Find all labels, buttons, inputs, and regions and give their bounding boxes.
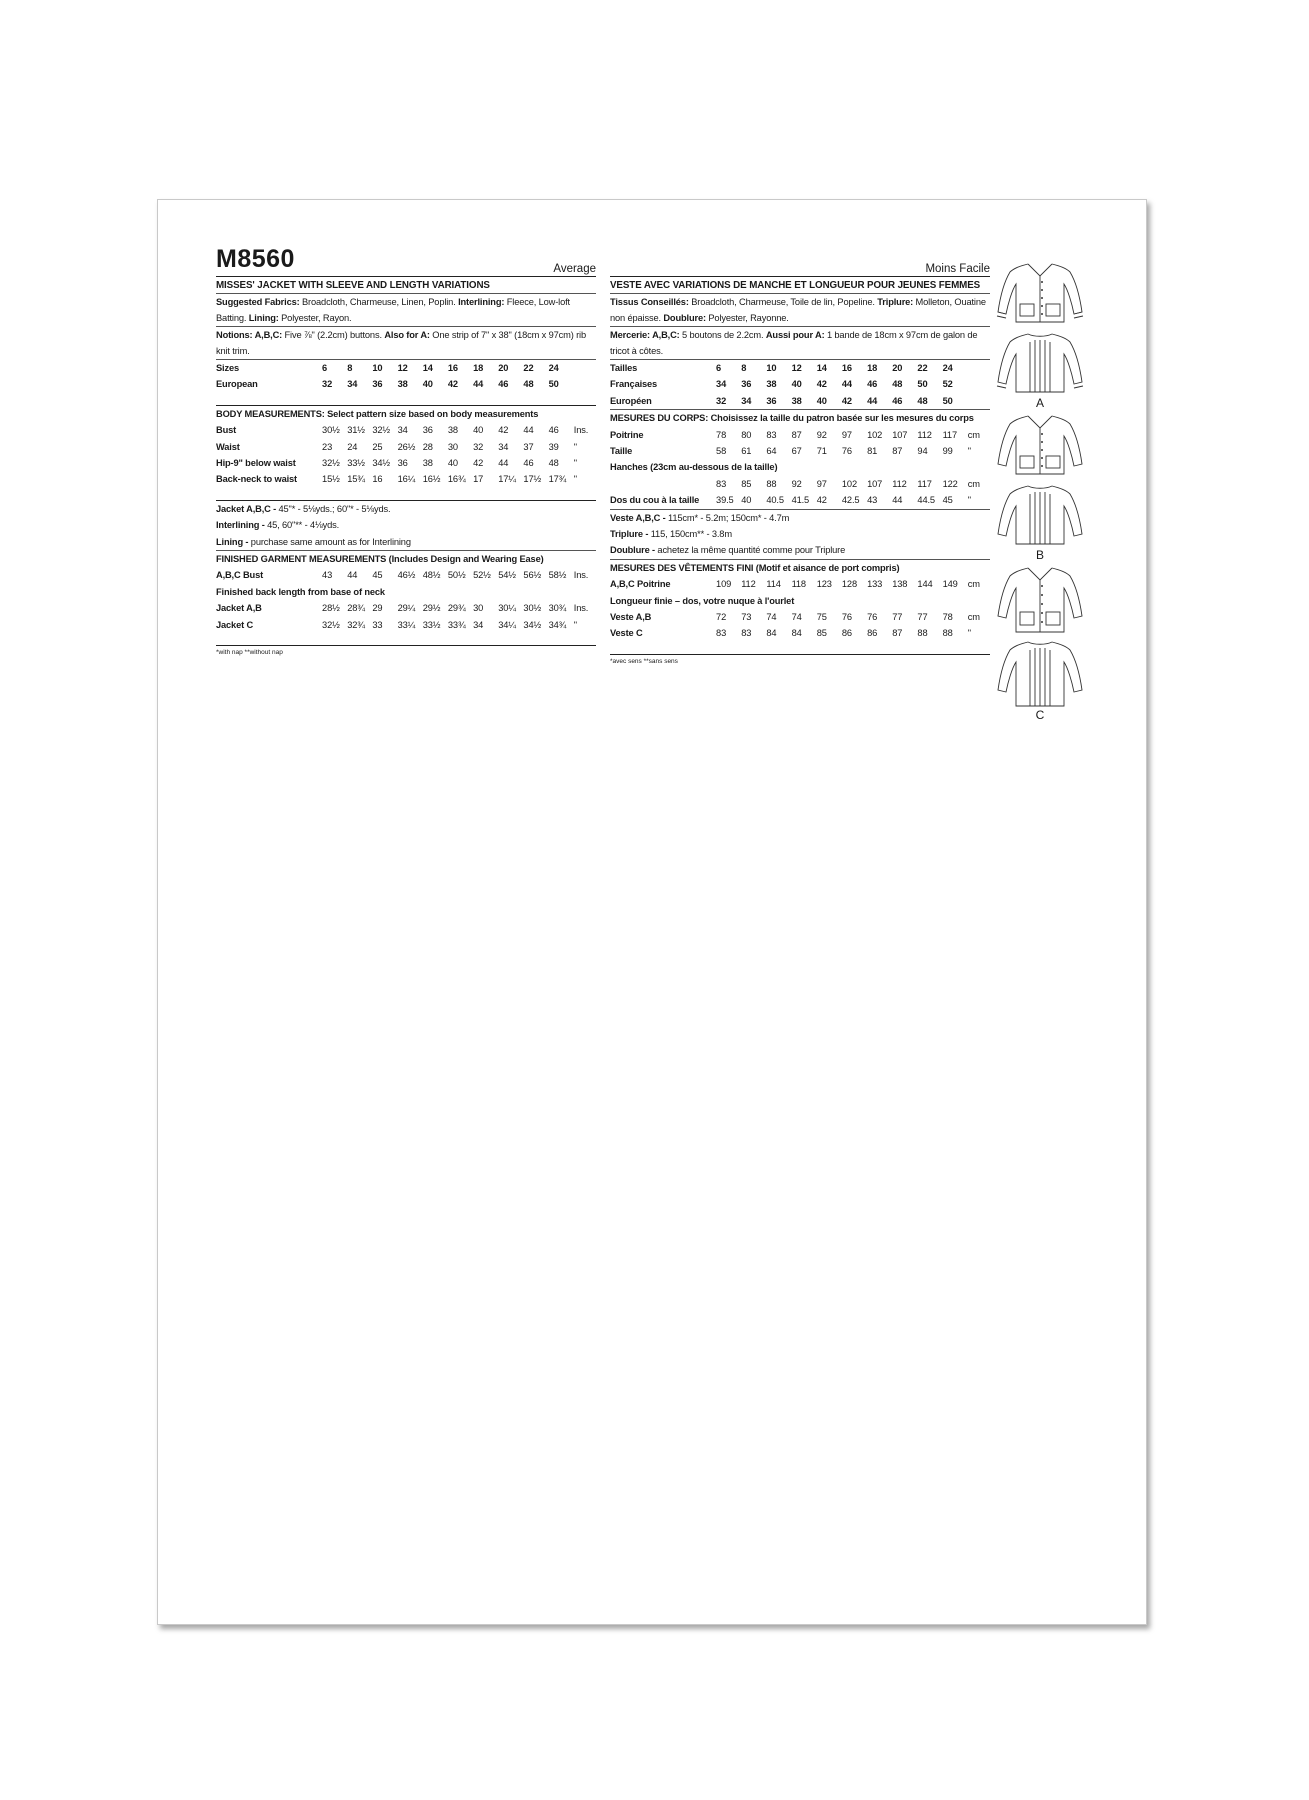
cell-value: 10	[372, 363, 383, 373]
cell-value: 22	[917, 363, 928, 373]
cell-value: 15½	[322, 474, 340, 485]
table-row	[610, 360, 990, 376]
cell-value: 8	[741, 363, 747, 373]
suggested-fabrics: Suggested Fabrics: Broadcloth, Charmeuse, Linen, Poplin. Interlining: Fleece, Low-loft Batting. Lining: Polyester, Rayon.	[216, 294, 596, 327]
cell-value: 44	[498, 458, 509, 469]
cell-value: 29½	[422, 603, 441, 614]
cell-value: 44.5	[917, 495, 935, 506]
cell-value: 32¾	[347, 619, 365, 630]
cell-value: 78	[942, 612, 953, 623]
jacket-a-back-sketch	[990, 330, 1090, 398]
finished-length-heading: Longueur finie – dos, votre nuque à l'ourlet	[610, 595, 795, 606]
cell-value: 34	[397, 425, 408, 436]
cell-value: 33¼	[397, 619, 416, 630]
cell-value: 28½	[322, 603, 340, 614]
cell-value: 112	[741, 579, 756, 590]
cell-value: 87	[892, 446, 903, 457]
cell-value: 36	[372, 379, 383, 390]
cell-value	[574, 360, 596, 376]
row-label: Dos du cou à la taille	[610, 495, 700, 506]
cell-value: 44	[841, 379, 852, 390]
row-label: Taille	[610, 446, 633, 457]
cell-value: 50	[548, 379, 559, 390]
cell-value: 33½	[422, 619, 441, 630]
cell-value: 114	[766, 579, 781, 590]
cell-value: 97	[841, 429, 852, 440]
cell-value: 71	[816, 446, 827, 457]
cell-value: 83	[741, 628, 752, 639]
table-row	[610, 576, 990, 592]
cell-value: 45	[942, 495, 953, 506]
cell-value: cm	[967, 579, 980, 590]
table-row	[610, 443, 990, 459]
cell-value: 54½	[498, 570, 516, 581]
row-label	[610, 476, 716, 492]
finished-heading: FINISHED GARMENT MEASUREMENTS (Includes Design and Wearing Ease)	[216, 554, 544, 565]
cell-value: 133	[867, 579, 883, 590]
cell-value: 32	[473, 441, 484, 452]
finished-heading: MESURES DES VÊTEMENTS FINI (Motif et aisance de port compris)	[610, 562, 900, 573]
cell-value: 83	[766, 429, 777, 440]
cell-value: "	[573, 441, 577, 452]
cell-value: 33¾	[447, 619, 466, 630]
view-c-label: C	[1035, 708, 1045, 722]
row-label: Back-neck to waist	[216, 474, 298, 485]
cell-value: 36	[741, 379, 752, 390]
finished-measurements	[610, 560, 990, 655]
table-row	[610, 393, 990, 409]
cell-value: 16	[841, 363, 852, 373]
cell-value: 17½	[523, 474, 542, 485]
cell-value: 23	[322, 441, 333, 452]
cell-value: 32½	[322, 619, 340, 630]
table-row	[216, 617, 596, 633]
cell-value: 6	[716, 363, 722, 373]
cell-value: 86	[841, 628, 852, 639]
cell-value: 12	[791, 363, 802, 373]
cell-value: 40	[447, 458, 458, 469]
table-row	[216, 376, 596, 392]
difficulty-level: Moins Facile	[925, 263, 990, 275]
body-measurements	[610, 410, 990, 509]
cell-value: 36	[422, 425, 433, 436]
row-label: Sizes	[216, 363, 240, 373]
cell-value: 34	[347, 379, 358, 390]
pattern-title: VESTE AVEC VARIATIONS DE MANCHE ET LONGUEUR POUR JEUNES FEMMES	[610, 277, 990, 294]
english-column	[216, 245, 596, 657]
yardage-jacket: Jacket A,B,C - 45"* - 5⅛yds.; 60"* - 5⅛yds.	[216, 503, 391, 514]
cell-value: "	[967, 495, 971, 506]
cell-value: 38	[397, 379, 408, 390]
cell-value: 87	[791, 429, 802, 440]
cell-value: 39.5	[716, 495, 734, 506]
cell-value: 22	[523, 363, 534, 373]
cell-value: 38	[791, 395, 802, 406]
cell-value: 40	[791, 379, 802, 390]
notions: Notions: A,B,C: Five ⅞" (2.2cm) buttons. Also for A: One strip of 7" x 38" (18cm x 97cm) rib knit trim.	[216, 327, 596, 360]
cell-value: 30	[447, 441, 458, 452]
cell-value: 75	[816, 612, 827, 623]
cell-value: "	[573, 474, 577, 485]
cell-value: 14	[816, 363, 827, 373]
table-row	[610, 609, 990, 625]
cell-value: 44	[347, 570, 358, 581]
cell-value: 149	[942, 579, 958, 590]
cell-value: 94	[917, 446, 928, 457]
row-label: Françaises	[610, 379, 658, 390]
row-label: Poitrine	[610, 429, 644, 440]
cell-value: 16½	[422, 474, 441, 485]
row-label: Bust	[216, 425, 237, 436]
cell-value: 44	[867, 395, 878, 406]
jacket-c-front-sketch	[990, 564, 1090, 636]
cell-value: 44	[523, 425, 534, 436]
row-label: European	[216, 379, 258, 390]
cell-value: 44	[473, 379, 484, 390]
body-measurements-heading: BODY MEASUREMENTS: Select pattern size based on body measurements	[216, 408, 539, 419]
cell-value: 28¾	[347, 603, 365, 614]
view-a-label: A	[1035, 396, 1044, 410]
cell-value: 48	[548, 458, 559, 469]
cell-value: 102	[867, 429, 883, 440]
cell-value: 109	[716, 579, 732, 590]
cell-value: 128	[841, 579, 857, 590]
cell-value: 80	[741, 429, 752, 440]
row-label: Veste A,B	[610, 612, 652, 623]
size-table	[216, 360, 596, 406]
cell-value: 17¼	[498, 474, 516, 485]
cell-value: 76	[867, 612, 878, 623]
cell-value: Ins.	[573, 425, 589, 436]
cell-value: 38	[766, 379, 777, 390]
cell-value: 117	[942, 429, 957, 440]
cell-value: 92	[816, 429, 827, 440]
yardage-interlining: Interlining - 45, 60"** - 4⅛yds.	[216, 520, 340, 531]
cell-value: 144	[917, 579, 933, 590]
cell-value: 85	[741, 478, 752, 489]
cell-value: cm	[967, 478, 980, 489]
finished-length-heading: Finished back length from base of neck	[216, 586, 385, 597]
size-table	[610, 360, 990, 410]
cell-value: 85	[816, 628, 827, 639]
suggested-fabrics: Tissus Conseillés: Broadcloth, Charmeuse, Toile de lin, Popeline. Triplure: Molleton, Ouatine non épaisse. Doublure: Polyester, Rayonne.	[610, 294, 990, 327]
row-label: Hip-9" below waist	[216, 458, 296, 469]
cell-value: 42	[816, 495, 827, 506]
cell-value: 76	[841, 612, 852, 623]
cell-value: 32	[716, 395, 727, 406]
cell-value	[968, 360, 990, 376]
cell-value: "	[573, 619, 577, 630]
cell-value: 74	[766, 612, 777, 623]
cell-value: 26½	[397, 441, 416, 452]
cell-value: Ins.	[573, 603, 589, 614]
cell-value: 58½	[548, 570, 567, 581]
table-row	[216, 360, 596, 376]
cell-value: 34	[498, 441, 509, 452]
cell-value: cm	[967, 612, 980, 623]
cell-value: 29¼	[397, 603, 416, 614]
cell-value: 64	[766, 446, 777, 457]
table-row	[610, 476, 990, 492]
cell-value: 42	[816, 379, 827, 390]
cell-value: "	[573, 458, 577, 469]
cell-value: 42	[447, 379, 458, 390]
cell-value	[574, 376, 596, 392]
cell-value: 29¾	[447, 603, 466, 614]
cell-value: 40	[816, 395, 827, 406]
cell-value: 112	[892, 478, 907, 489]
cell-value: 73	[741, 612, 752, 623]
cell-value: 18	[473, 363, 484, 373]
cell-value: 84	[791, 628, 802, 639]
yardage	[610, 510, 990, 560]
cell-value: 16	[447, 363, 458, 373]
yardage-lining: Doublure - achetez la même quantité comme pour Triplure	[610, 545, 846, 556]
cell-value: 24	[548, 363, 559, 373]
table-row	[216, 567, 596, 583]
cell-value: 29	[372, 603, 383, 614]
cell-value: 46	[548, 425, 559, 436]
cell-value: 34½	[523, 619, 542, 630]
cell-value: 56½	[523, 570, 542, 581]
cell-value: 52½	[473, 570, 491, 581]
footnote: *with nap **without nap	[216, 649, 283, 657]
row-label: Jacket A,B	[216, 603, 262, 614]
cell-value: 81	[867, 446, 878, 457]
cell-value: 41.5	[791, 495, 810, 506]
cell-value: 14	[422, 363, 433, 373]
cell-value: 46½	[397, 570, 416, 581]
cell-value: 30¾	[548, 603, 567, 614]
cell-value: 33	[372, 619, 383, 630]
cell-value: 25	[372, 441, 383, 452]
table-row	[216, 439, 596, 455]
cell-value: cm	[967, 429, 980, 440]
cell-value: 67	[791, 446, 802, 457]
pattern-code: M8560	[216, 245, 295, 273]
row-label: Veste C	[610, 628, 643, 639]
jacket-c-back-sketch	[990, 638, 1090, 710]
table-row	[216, 600, 596, 616]
cell-value: 42	[841, 395, 852, 406]
cell-value: 43	[867, 495, 878, 506]
cell-value: 15¾	[347, 474, 365, 485]
cell-value: 20	[498, 363, 509, 373]
cell-value: 50	[942, 395, 953, 406]
cell-value: 122	[942, 478, 958, 489]
row-label: Waist	[216, 441, 240, 452]
table-row	[610, 427, 990, 443]
row-label: Tailles	[610, 363, 638, 373]
cell-value: 43	[322, 570, 333, 581]
view-b-label: B	[1035, 548, 1044, 562]
pattern-envelope-back	[157, 199, 1147, 1625]
cell-value: 117	[917, 478, 932, 489]
cell-value: 34½	[372, 458, 391, 469]
cell-value: 17¾	[548, 474, 567, 485]
cell-value: 83	[716, 478, 727, 489]
difficulty-level: Average	[553, 263, 596, 275]
cell-value: 48	[523, 379, 534, 390]
footnote: *avec sens **sans sens	[610, 657, 678, 665]
cell-value: 58	[716, 446, 727, 457]
body-measurements	[216, 406, 596, 501]
cell-value: 84	[766, 628, 777, 639]
cell-value: 92	[791, 478, 802, 489]
cell-value: 72	[716, 612, 727, 623]
jacket-b-front-sketch	[990, 412, 1090, 480]
cell-value: 45	[372, 570, 383, 581]
cell-value: 28	[422, 441, 433, 452]
cell-value	[968, 393, 990, 409]
cell-value: 88	[917, 628, 928, 639]
cell-value: 38	[422, 458, 433, 469]
table-row	[216, 422, 596, 438]
table-row	[216, 471, 596, 487]
finished-measurements	[216, 551, 596, 646]
cell-value: 123	[816, 579, 832, 590]
cell-value: 118	[791, 579, 806, 590]
cell-value: 6	[322, 363, 328, 373]
cell-value: 16¾	[447, 474, 466, 485]
yardage	[216, 501, 596, 551]
cell-value: 40	[422, 379, 433, 390]
cell-value: 16¼	[397, 474, 416, 485]
yardage-jacket: Veste A,B,C - 115cm* - 5.2m; 150cm* - 4.7m	[610, 512, 790, 523]
cell-value: 74	[791, 612, 802, 623]
cell-value: 33½	[347, 458, 365, 469]
cell-value: 46	[867, 379, 878, 390]
jacket-b-back-sketch	[990, 482, 1090, 550]
cell-value: 42.5	[841, 495, 860, 506]
cell-value: 46	[892, 395, 903, 406]
cell-value: 10	[766, 363, 777, 373]
cell-value: 36	[397, 458, 408, 469]
cell-value: 76	[841, 446, 852, 457]
cell-value: 88	[766, 478, 777, 489]
cell-value: 44	[892, 495, 903, 506]
cell-value: 78	[716, 429, 727, 440]
cell-value: Ins.	[573, 570, 589, 581]
cell-value: "	[967, 628, 971, 639]
cell-value: 34	[473, 619, 484, 630]
cell-value: 112	[917, 429, 932, 440]
cell-value: 30½	[523, 603, 542, 614]
cell-value: 34¼	[498, 619, 516, 630]
cell-value: 77	[917, 612, 928, 623]
table-row	[610, 625, 990, 641]
cell-value: 40	[473, 425, 484, 436]
cell-value: 16	[372, 474, 383, 485]
cell-value: 34	[716, 379, 727, 390]
table-row	[610, 492, 990, 508]
cell-value: 32½	[372, 425, 391, 436]
cell-value: 138	[892, 579, 908, 590]
cell-value: 30¼	[498, 603, 516, 614]
cell-value: 17	[473, 474, 484, 485]
cell-value: 107	[892, 429, 908, 440]
cell-value: 12	[397, 363, 408, 373]
jacket-a-front-sketch	[990, 260, 1090, 328]
row-label: Européen	[610, 395, 652, 406]
cell-value: 42	[473, 458, 484, 469]
cell-value: 34	[741, 395, 752, 406]
cell-value: 52	[942, 379, 953, 390]
cell-value: 38	[447, 425, 458, 436]
row-label: A,B,C Bust	[216, 570, 264, 581]
cell-value	[968, 376, 990, 392]
cell-value: 24	[347, 441, 358, 452]
cell-value: 37	[523, 441, 534, 452]
cell-value: 97	[816, 478, 827, 489]
cell-value: 30	[473, 603, 484, 614]
table-row	[610, 376, 990, 392]
cell-value: 39	[548, 441, 559, 452]
cell-value: 86	[867, 628, 878, 639]
cell-value: 18	[867, 363, 878, 373]
cell-value: 48½	[422, 570, 441, 581]
notions: Mercerie: A,B,C: 5 boutons de 2.2cm. Aussi pour A: 1 bande de 18cm x 97cm de galon de tricot à côtes.	[610, 327, 990, 360]
cell-value: 20	[892, 363, 903, 373]
cell-value: 61	[741, 446, 752, 457]
cell-value: 48	[892, 379, 903, 390]
cell-value: 24	[942, 363, 953, 373]
cell-value: 40.5	[766, 495, 784, 506]
cell-value: 102	[841, 478, 857, 489]
cell-value: 8	[347, 363, 353, 373]
row-label: A,B,C Poitrine	[610, 579, 671, 590]
cell-value: 83	[716, 628, 727, 639]
french-column	[610, 252, 990, 665]
pattern-title: MISSES' JACKET WITH SLEEVE AND LENGTH VARIATIONS	[216, 277, 596, 294]
yardage-lining: Lining - purchase same amount as for Interlining	[216, 536, 411, 547]
header-row	[216, 245, 596, 277]
cell-value: "	[967, 446, 971, 457]
cell-value: 32½	[322, 458, 340, 469]
cell-value: 42	[498, 425, 509, 436]
cell-value: 40	[741, 495, 752, 506]
cell-value: 46	[523, 458, 534, 469]
body-measurements-heading: MESURES DU CORPS: Choisissez la taille du patron basée sur les mesures du corps	[610, 413, 974, 424]
cell-value: 32	[322, 379, 333, 390]
header-row	[610, 252, 990, 277]
yardage-interlining: Triplure - 115, 150cm** - 3.8m	[610, 529, 732, 540]
cell-value: 88	[942, 628, 953, 639]
cell-value: 77	[892, 612, 903, 623]
cell-value: 30½	[322, 425, 340, 436]
cell-value: 36	[766, 395, 777, 406]
cell-value: 50½	[447, 570, 466, 581]
cell-value: 107	[867, 478, 883, 489]
cell-value: 34¾	[548, 619, 567, 630]
table-row	[216, 455, 596, 471]
cell-value: 46	[498, 379, 509, 390]
cell-value: 50	[917, 379, 928, 390]
hip-heading: Hanches (23cm au-dessous de la taille)	[610, 462, 778, 473]
row-label: Jacket C	[216, 619, 254, 630]
cell-value: 87	[892, 628, 903, 639]
cell-value: 31½	[347, 425, 365, 436]
cell-value: 48	[917, 395, 928, 406]
cell-value: 99	[942, 446, 953, 457]
